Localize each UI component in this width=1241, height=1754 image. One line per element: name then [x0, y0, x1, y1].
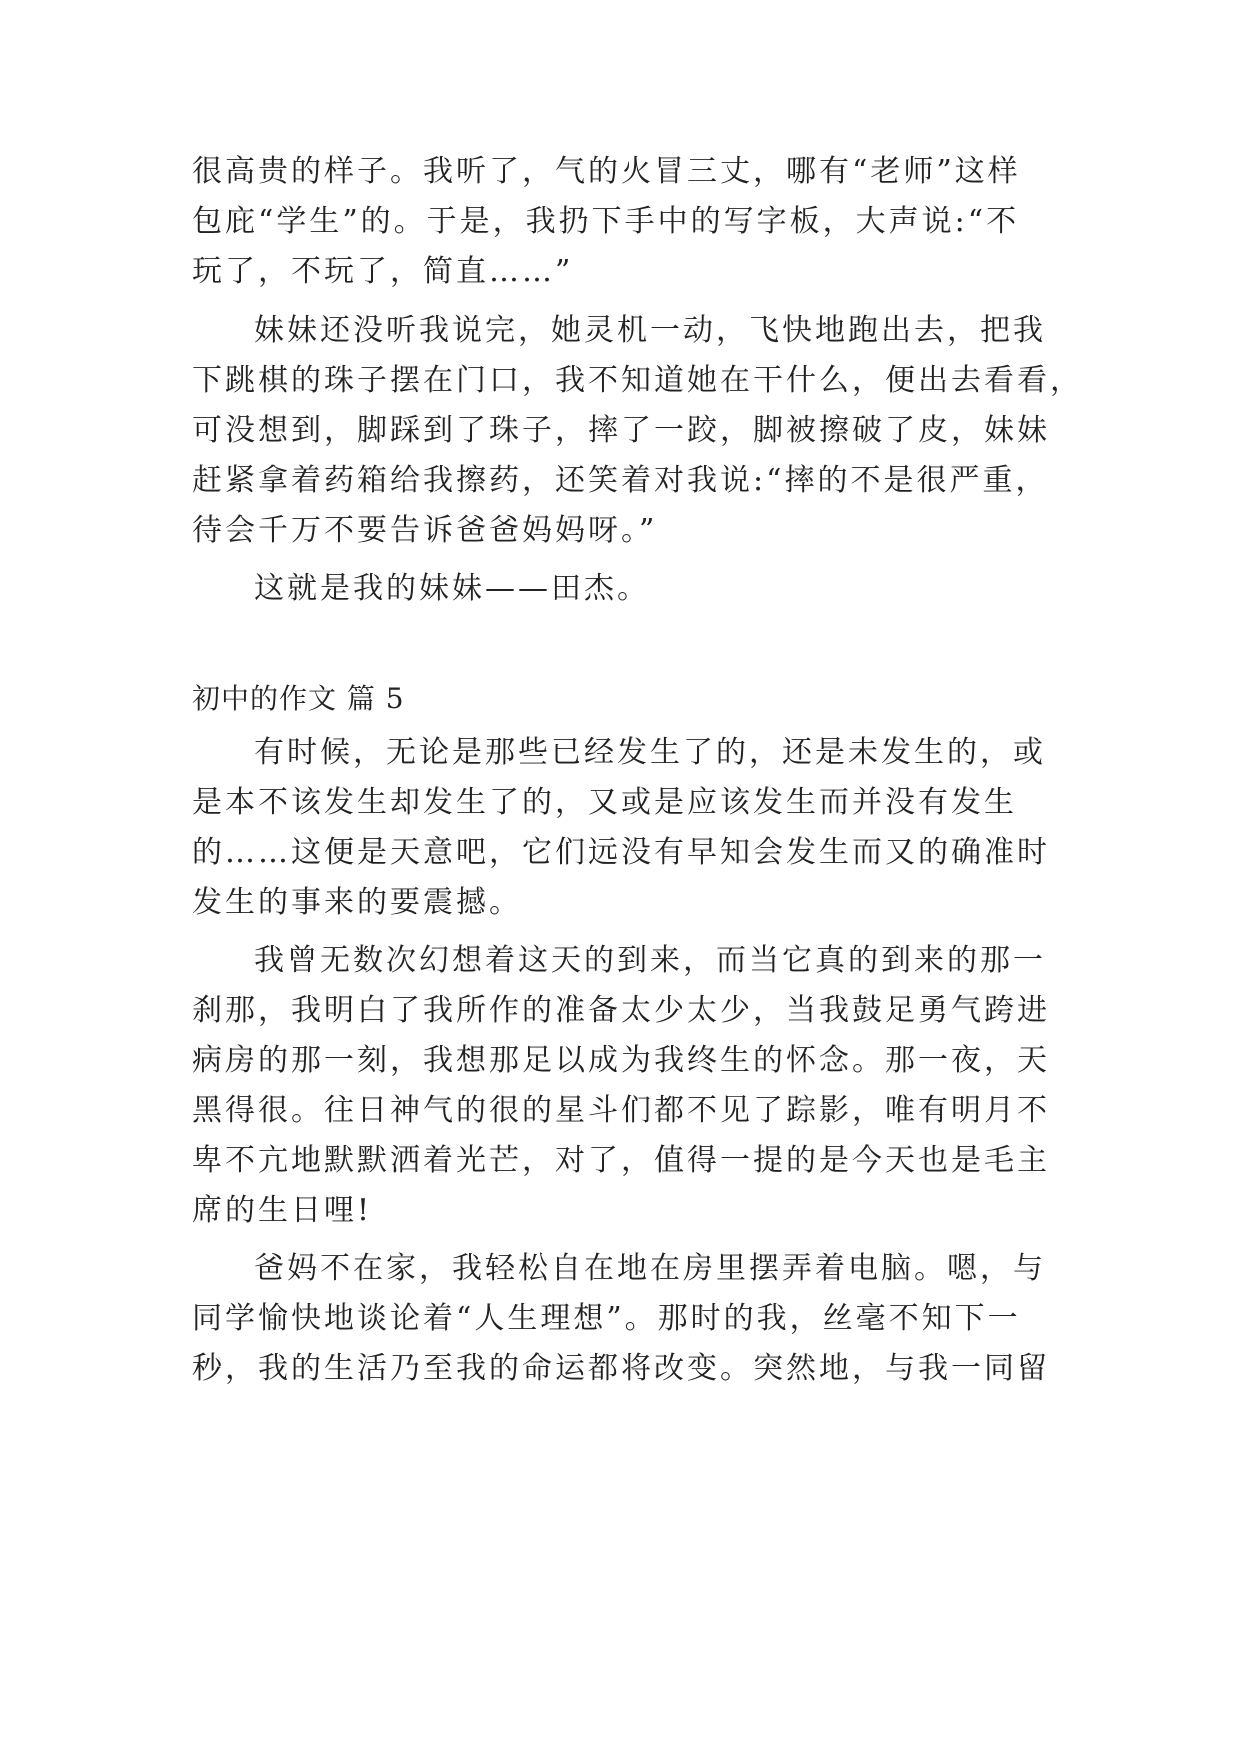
- paragraph-line: 爸妈不在家，我轻松自在地在房里摆弄着电脑。嗯，与: [254, 1251, 1046, 1286]
- paragraph-line: 待会千万不要告诉爸爸妈妈呀。”: [192, 513, 658, 548]
- paragraph-line: 病房的那一刻，我想那足以成为我终生的怀念。那一夜，天: [192, 1043, 1050, 1078]
- paragraph-line: 包庇“学生”的。于是，我扔下手中的写字板，大声说:“不: [192, 204, 1020, 239]
- paragraph-line: 很高贵的样子。我听了，气的火冒三丈，哪有“老师”这样: [192, 154, 1021, 189]
- paragraph-line: 这就是我的妹妹——田杰。: [254, 571, 650, 606]
- paragraph-line: 可没想到，脚踩到了珠子，摔了一跤，脚被擦破了皮，妹妹: [192, 413, 1050, 448]
- paragraph-line: 刹那，我明白了我所作的准备太少太少，当我鼓足勇气跨进: [192, 993, 1050, 1028]
- paragraph-line: 同学愉快地谈论着“人生理想”。那时的我，丝毫不知下一: [192, 1301, 1021, 1336]
- paragraph-line: 卑不亢地默默洒着光芒，对了，值得一提的是今天也是毛主: [192, 1143, 1050, 1178]
- paragraph-line: 的……这便是天意吧，它们远没有早知会发生而又的确准时: [192, 835, 1050, 870]
- section-heading: 初中的作文 篇 5: [192, 682, 405, 715]
- paragraph-line: 有时候，无论是那些已经发生了的，还是未发生的，或: [254, 735, 1046, 770]
- paragraph-line: 黑得很。往日神气的很的星斗们都不见了踪影，唯有明月不: [192, 1093, 1050, 1128]
- paragraph-line: 我曾无数次幻想着这天的到来，而当它真的到来的那一: [254, 943, 1046, 978]
- paragraph-line: 玩了，不玩了，简直……”: [192, 254, 574, 289]
- paragraph-line: 是本不该发生却发生了的，又或是应该发生而并没有发生: [192, 785, 1017, 820]
- paragraph-line: 下跳棋的珠子摆在门口，我不知道她在干什么，便出去看看，: [192, 363, 1083, 398]
- paragraph-line: 秒，我的生活乃至我的命运都将改变。突然地，与我一同留: [192, 1351, 1050, 1386]
- paragraph-line: 发生的事来的要震撼。: [192, 885, 522, 920]
- paragraph-line: 席的生日哩!: [192, 1193, 373, 1228]
- paragraph-line: 赶紧拿着药箱给我擦药，还笑着对我说:“摔的不是很严重，: [192, 463, 1049, 498]
- paragraph-line: 妹妹还没听我说完，她灵机一动，飞快地跑出去，把我: [254, 313, 1046, 348]
